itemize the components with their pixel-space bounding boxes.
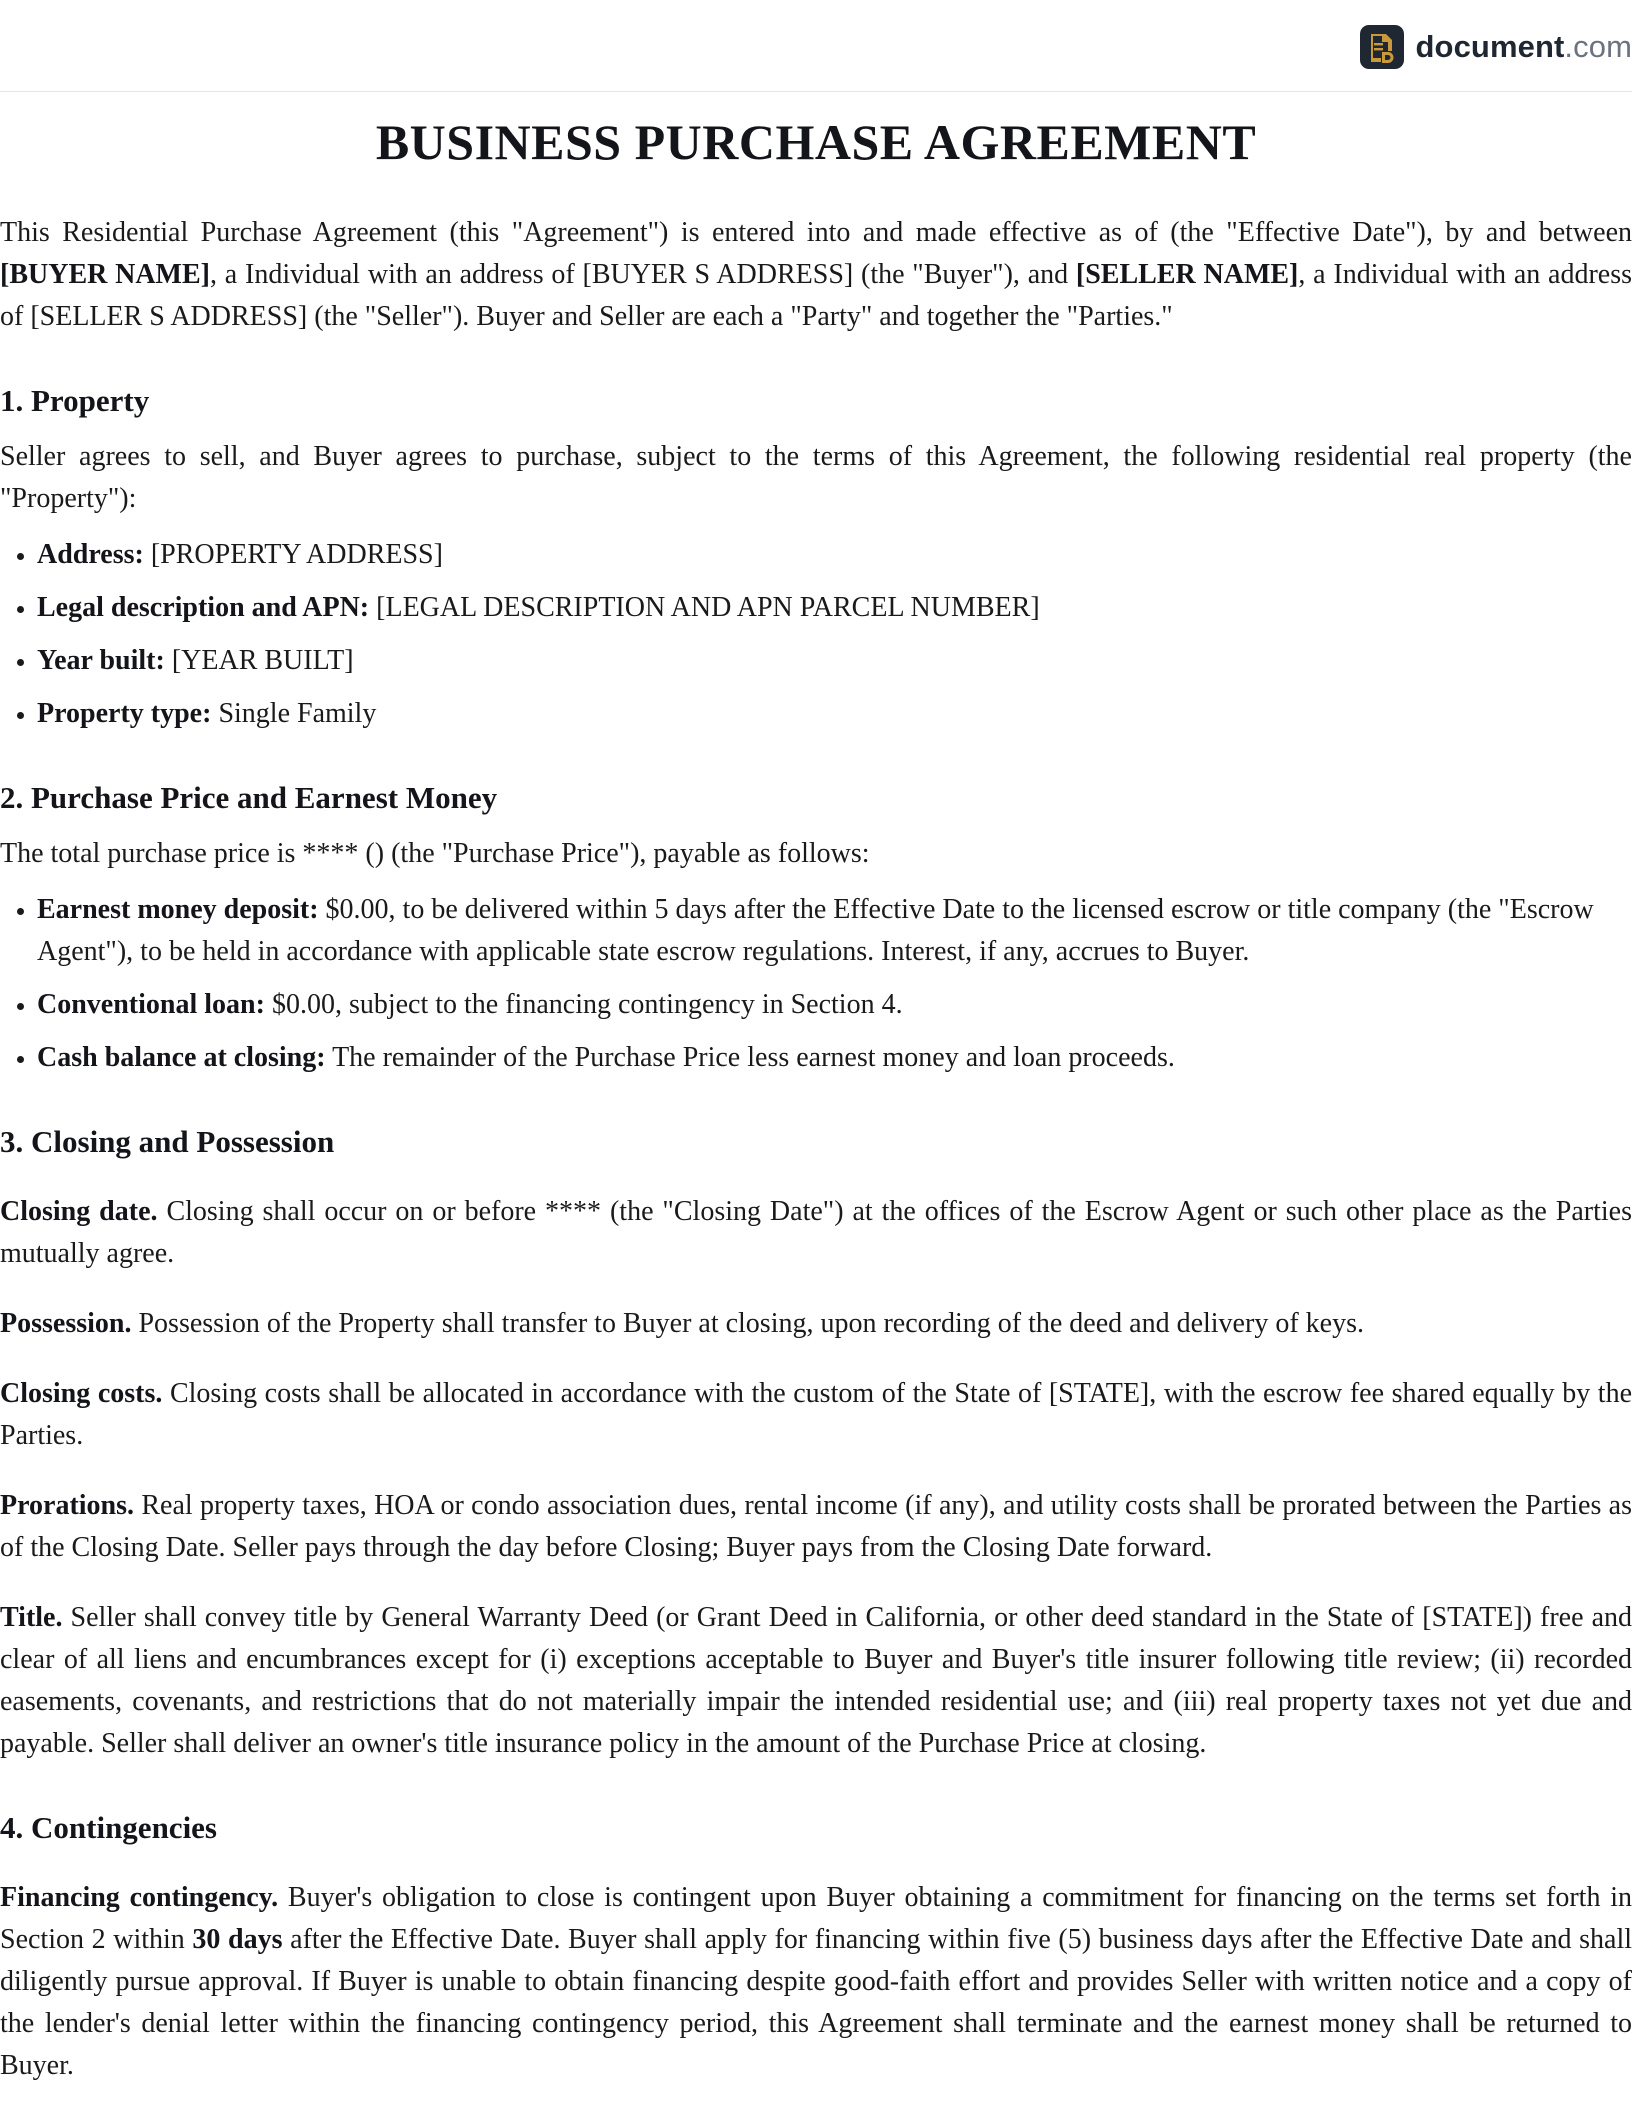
list-item (37, 534, 1632, 576)
clause-text: Seller shall convey title by General Warranty Deed (or Grant Deed in California, or other deed standard in the State of [STATE]) free and clear of all liens and encumbrances except for (i) exceptions acceptable to Buyer and Buyer's title insurer following title review; (ii) recorded easements, covenants, and restrictions that do not materially impair the intended residential use; and (iii) real property taxes not yet due and payable. Seller shall deliver an owner's title insurance policy in the amount of the Purchase Price at closing. (0, 1601, 1632, 1759)
clause-label: Title. (0, 1601, 63, 1633)
brand-logo-link[interactable] (1360, 25, 1632, 69)
list-item (37, 1037, 1632, 1079)
list-item (37, 587, 1632, 629)
section-heading-property: 1. Property (0, 382, 150, 418)
clause-closing-costs (0, 1373, 1632, 1457)
list-item (37, 889, 1632, 973)
clause-text: Closing costs shall be allocated in accordance with the custom of the State of [STATE], with the escrow fee shared equally by the Parties. (0, 1377, 1632, 1451)
intro-text-3: , a Individual with an address of [SELLER S ADDRESS] (the "Seller"). Buyer and Seller are each a "Party" and together the "Parties." (0, 258, 1632, 332)
clause-text: Real property taxes, HOA or condo association dues, rental income (if any), and utility costs shall be prorated between the Parties as of the Closing Date. Seller pays through the day before Closing; Buyer pays from the Closing Date forward. (0, 1489, 1632, 1563)
list-item-value: $0.00, to be delivered within 5 days after the Effective Date to the licensed escrow or title company (the "Escrow Agent"), to be held in accordance with applicable state escrow regulations. Interest, if any, accrues to Buyer. (37, 893, 1594, 967)
section-heading-closing: 3. Closing and Possession (0, 1123, 335, 1159)
intro-text-1: This Residential Purchase Agreement (this "Agreement") is entered into and made effective as of (the "Effective Date"), by and between (0, 216, 1632, 248)
list-item-label: Cash balance at closing: (37, 1041, 326, 1073)
brand-name-tld: .com (1564, 29, 1632, 64)
clause-text: Closing shall occur on or before **** (the "Closing Date") at the offices of the Escrow Agent or such other place as the Parties mutually agree. (0, 1195, 1632, 1269)
list-item-label: Year built: (37, 644, 165, 676)
document-title: BUSINESS PURCHASE AGREEMENT (375, 114, 1257, 170)
list-item-label: Earnest money deposit: (37, 893, 319, 925)
document-body (0, 92, 1632, 2087)
clause-financing-contingency (0, 1877, 1632, 2087)
section-heading-contingencies: 4. Contingencies (0, 1809, 217, 1845)
document-logo-icon (1360, 25, 1404, 69)
header-bar (0, 0, 1632, 92)
list-item-label: Property type: (37, 697, 212, 729)
clause-text: Possession of the Property shall transfer to Buyer at closing, upon recording of the deed and delivery of keys. (131, 1307, 1364, 1339)
property-intro-text: Seller agrees to sell, and Buyer agrees to purchase, subject to the terms of this Agreement, the following residential real property (the "Property"): (0, 440, 1632, 514)
list-item-value: Single Family (211, 697, 377, 729)
list-item-label: Legal description and APN: (37, 591, 370, 623)
clause-prorations (0, 1485, 1632, 1569)
list-item (37, 640, 1632, 682)
list-item-value: The remainder of the Purchase Price less earnest money and loan proceeds. (325, 1041, 1175, 1073)
clause-label: Financing contingency. (0, 1881, 279, 1913)
list-item-value: [PROPERTY ADDRESS] (143, 538, 443, 570)
intro-text-2: , a Individual with an address of [BUYER S ADDRESS] (the "Buyer"), and (210, 258, 1076, 290)
clause-label: Possession. (0, 1307, 132, 1339)
clause-label: Closing date. (0, 1195, 158, 1227)
payment-list (0, 889, 1632, 1079)
list-item-value: $0.00, subject to the financing contingency in Section 4. (264, 988, 903, 1020)
price-intro-text: The total purchase price is **** () (the "Purchase Price"), payable as follows: (0, 837, 870, 869)
property-list (0, 534, 1632, 735)
section-heading-price: 2. Purchase Price and Earnest Money (0, 779, 498, 815)
list-item-label: Conventional loan: (37, 988, 265, 1020)
financing-days: 30 days (192, 1923, 283, 1955)
clause-text-2: after the Effective Date. Buyer shall apply for financing within five (5) business days after the Effective Date and shall diligently pursue approval. If Buyer is unable to obtain financing despite good-faith effort and provides Seller with written notice and a copy of the lender's denial letter within the financing contingency period, this Agreement shall terminate and the earnest money shall be returned to Buyer. (0, 1923, 1632, 2081)
list-item-value: [YEAR BUILT] (164, 644, 354, 676)
buyer-name: [BUYER NAME] (0, 258, 210, 290)
list-item-value: [LEGAL DESCRIPTION AND APN PARCEL NUMBER] (369, 591, 1040, 623)
list-item (37, 693, 1632, 735)
seller-name: [SELLER NAME] (1075, 258, 1299, 290)
list-item-label: Address: (37, 538, 144, 570)
clause-title (0, 1597, 1632, 1765)
clause-text-1: Buyer's obligation to close is contingent upon Buyer obtaining a commitment for financing on the terms set forth in Section 2 within (0, 1881, 1632, 1955)
brand-name (1416, 29, 1632, 65)
brand-name-main: document (1415, 29, 1565, 64)
clause-closing-date (0, 1191, 1632, 1275)
intro-paragraph (0, 212, 1632, 338)
clause-possession (0, 1303, 1632, 1345)
clause-label: Prorations. (0, 1489, 135, 1521)
list-item (37, 984, 1632, 1026)
clause-label: Closing costs. (0, 1377, 163, 1409)
